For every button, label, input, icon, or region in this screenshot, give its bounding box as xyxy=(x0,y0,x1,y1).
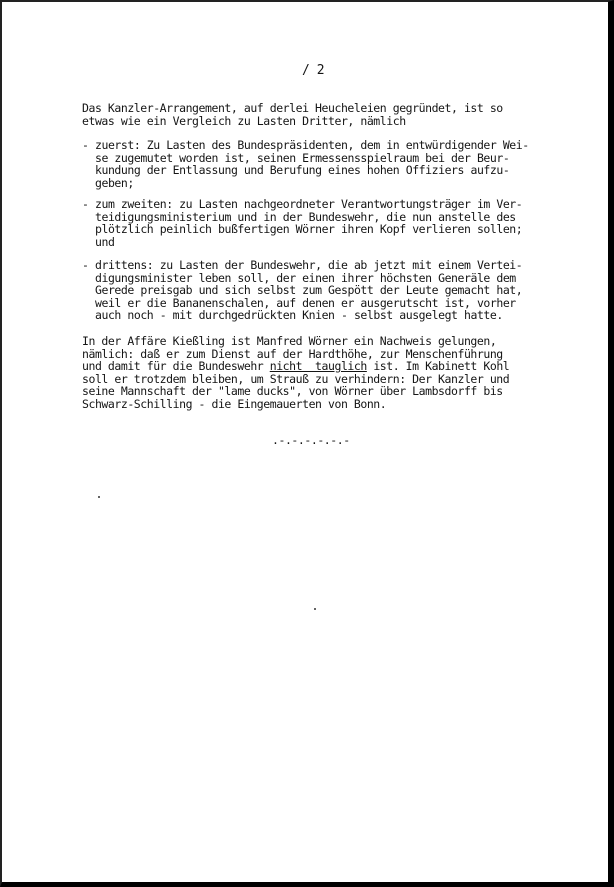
bullet-dash: - xyxy=(82,138,89,152)
page-number: / 2 xyxy=(302,63,325,78)
section-separator: .-.-.-.-.-.- xyxy=(272,433,350,447)
bullet-line: se zugemutet worden ist, seinen Ermessensspielraum bei der Beur- xyxy=(95,150,510,165)
bullet-line: drittens: zu Lasten der Bundeswehr, die ab jetzt mit einem Vertei- xyxy=(95,258,523,272)
conclusion-line: nämlich: daß er zum Dienst auf der Hardthöhe, zur Menschenführung xyxy=(82,346,503,361)
intro-line: Das Kanzler-Arrangement, auf derlei Heucheleien gegründet, ist so xyxy=(82,101,503,115)
conclusion-line: soll er trotzdem bleiben, um Strauß zu verhindern: Der Kanzler und xyxy=(82,371,510,386)
bullet-line: Gerede preisgab und sich selbst zum Gespött der Leute gemacht hat, xyxy=(95,283,523,297)
bullet-item-third xyxy=(95,259,522,322)
intro-line: etwas wie ein Vergleich zu Lasten Dritter, nämlich xyxy=(82,113,406,128)
bullet-line: kundung der Entlassung und Berufung eines hohen Offiziers aufzu- xyxy=(95,163,510,177)
conclusion-paragraph xyxy=(82,335,509,410)
bullet-item-first xyxy=(95,139,529,189)
conclusion-line: Schwarz-Schilling - die Eingemauerten von Bonn. xyxy=(82,396,387,411)
conclusion-line: In der Affäre Kießling ist Manfred Wörner ein Nachweis gelungen, xyxy=(82,334,497,348)
bullet-dash: - xyxy=(82,258,89,272)
bullet-line: zum zweiten: zu Lasten nachgeordneter Verantwortungsträger im Ver- xyxy=(95,197,523,211)
conclusion-line: seine Mannschaft der "lame ducks", von Wörner über Lambsdorff bis xyxy=(82,384,503,398)
bullet-item-second xyxy=(95,198,522,248)
bullet-line: weil er die Bananenschalen, auf denen er ausgerutscht ist, vorher xyxy=(95,295,516,310)
scan-speck xyxy=(314,608,316,610)
bullet-line: zuerst: Zu Lasten des Bundespräsidenten, dem in entwürdigender Wei- xyxy=(95,138,529,152)
conclusion-line-start: und damit für die Bundeswehr xyxy=(82,359,270,373)
bullet-line: teidigungsministerium und in der Bundeswehr, die nun anstelle des xyxy=(95,209,516,224)
bullet-line: und xyxy=(95,234,115,249)
conclusion-line-end: ist. Im Kabinett Kohl xyxy=(366,359,510,373)
underlined-phrase: nicht tauglich xyxy=(269,359,367,373)
intro-paragraph xyxy=(82,102,503,127)
bullet-line: geben; xyxy=(95,175,134,190)
bullet-line: plötzlich peinlich bußfertigen Wörner ihren Kopf verlieren sollen; xyxy=(95,222,523,236)
bullet-dash: - xyxy=(82,197,89,211)
bullet-line: digungsminister leben soll, der einen ihrer höchsten Generäle dem xyxy=(95,270,516,285)
bullet-line: auch noch - mit durchgedrückten Knien - selbst ausgelegt hatte. xyxy=(95,308,503,322)
scan-speck xyxy=(98,496,100,498)
